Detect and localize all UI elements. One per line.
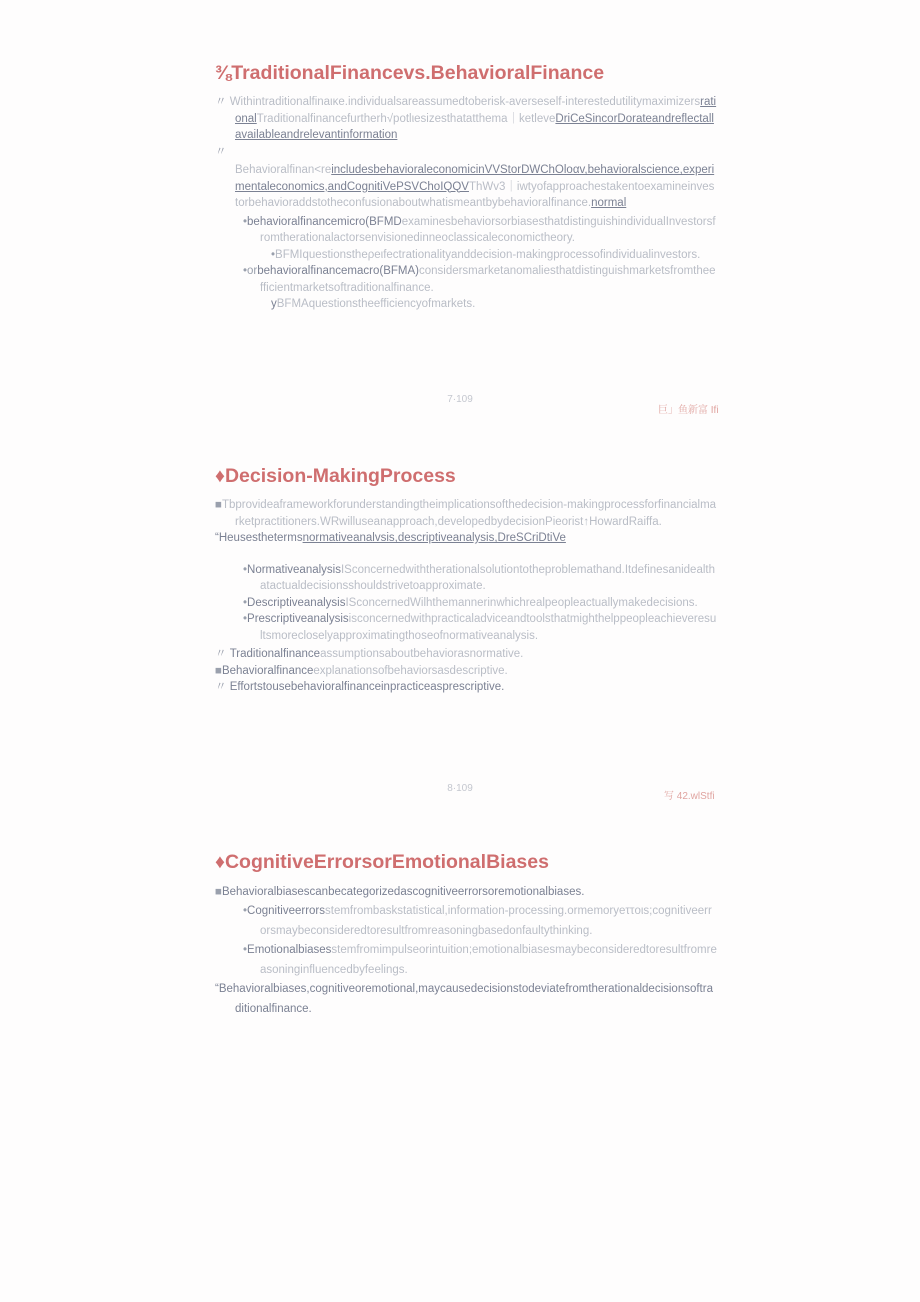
paragraph-framework bbox=[215, 497, 717, 530]
text: examinesbehaviorsorbiasesthatdistinguishindividualInvestorsfromtherationalactorsenvisionedinneoclassicaleconomictheory. bbox=[260, 215, 716, 244]
page-number: 8·109 bbox=[447, 783, 473, 794]
text: considersmarketanomaliesthatdistinguishmarketsfromtheefficientmarketsoftraditionalfinance. bbox=[260, 265, 716, 294]
paragraph-terms bbox=[215, 530, 717, 547]
bullet-marker: • bbox=[243, 215, 248, 228]
bullet-marker: ■ bbox=[215, 499, 222, 511]
bullet-normative bbox=[215, 562, 717, 595]
bullet-marker: 〃 bbox=[215, 96, 227, 108]
term: Emotionalbiases bbox=[247, 944, 332, 956]
bullet-marker: •or bbox=[243, 265, 258, 277]
logo-text: 写 42.wlStfi bbox=[664, 791, 715, 802]
bullet-emotional-biases bbox=[215, 941, 717, 980]
bullet-marker: • bbox=[243, 613, 248, 625]
bullet-marker: ■ bbox=[215, 664, 222, 677]
term: Normativeanalysis bbox=[247, 563, 341, 576]
bullet-marker: 〃 bbox=[215, 681, 227, 693]
paragraph-traditional-normative bbox=[215, 646, 717, 663]
text: isconcernedwithpracticaladviceandtoolsthatmighthelppeopleachieveresultsmorecloselyapproximatingthoseofnormativeanalysis. bbox=[260, 613, 717, 642]
bullet-marker: “ bbox=[215, 532, 219, 544]
term: Cognitiveerrors bbox=[247, 905, 326, 917]
slide-cognitive-emotional bbox=[215, 849, 717, 1019]
underlined-term: includesbehavioraleconomicinVVStorDWChOloαv,behavioralscience,experimentaleconomics,andCognitiVePSVChoIQQV bbox=[235, 164, 715, 193]
paragraph-categories bbox=[215, 883, 717, 902]
paragraph-behavioral-finance bbox=[215, 162, 717, 212]
bullet-marker: • bbox=[243, 905, 248, 917]
page-number: 7·109 bbox=[447, 394, 473, 405]
term: Behavioralfinance bbox=[221, 664, 314, 677]
term: behavioralfinancemacro(BFMA) bbox=[257, 265, 419, 277]
slide-title: ♦Decision-MakingProcess bbox=[215, 465, 456, 487]
logo-text: 巨」鱼新富 Ifi bbox=[658, 405, 719, 416]
bullet-cognitive-errors bbox=[215, 902, 717, 941]
bullet-bfm-micro bbox=[215, 214, 717, 247]
bullet-marker: 〃 bbox=[215, 145, 227, 158]
term: Prescriptiveanalysis bbox=[247, 613, 349, 625]
paragraph-deviation bbox=[215, 980, 717, 1019]
underlined-term: DriCeSincorDorateandreflectallavailableandrelevantinformation bbox=[235, 112, 714, 141]
underlined-term: rational bbox=[235, 96, 717, 125]
text: Withintraditionalfinaικe.individualsareassumedtoberisk-averseself-interestedutilitymaximizers bbox=[229, 96, 701, 108]
text: BFMIquestionstheρeιfectrationalityanddecision-makingprocessofindividualinvestors. bbox=[275, 248, 701, 261]
bullet-marker: ■ bbox=[215, 886, 222, 898]
text: Behavioralbiases,cognitiveoremotional,maycausedecisionstodeviatefromtherationaldecisionsoftraditionalfinance. bbox=[218, 983, 713, 1015]
text: ThWv3｜iwtyofapproachestakentoexamineinvestorbehavioraddstotheconfusionaboutwhatismeantbybehavioralfinance. bbox=[235, 180, 715, 209]
text: Tbprovideaframeworkforunderstandingtheimplicationsofthedecision-makingprocessforfinancialmarketpractitioners.WRwilluseanapproach,developedbydecisionPieorist↑HowardRaiffa. bbox=[221, 499, 717, 528]
bullet-marker: • bbox=[243, 944, 248, 956]
paragraph-behavioral-descriptive bbox=[215, 663, 717, 680]
text: Behavioralbiasescanbecategorizedascognitiveerrorsoremotionalbiases. bbox=[221, 886, 585, 898]
term: Traditionalfinance bbox=[229, 648, 321, 660]
paragraph-prescriptive-efforts bbox=[215, 679, 717, 696]
term: Descriptiveanalysis bbox=[247, 596, 346, 609]
text: explanationsofbehaviorsasdescriptive. bbox=[313, 664, 508, 677]
text: ISconcernedWilhthemannerinwhichrealpeopleactuallymakedecisions. bbox=[345, 596, 698, 609]
bullet-bfm-macro bbox=[215, 263, 717, 296]
sub-bullet-bfmi bbox=[215, 247, 717, 264]
text: BFMAquestionstheefficiencyofmarkets. bbox=[276, 298, 476, 310]
slide-title: ♦CognitiveErrorsorEmotionalBiases bbox=[215, 851, 549, 873]
bullet-marker: y bbox=[271, 298, 277, 310]
text: Heusestheterms bbox=[218, 532, 303, 544]
underlined-term: normal bbox=[591, 197, 627, 209]
text: ISconcernedwiththerationalsolutiontotheproblemathand.Itdefinesanidealthatactualdecisionsshouldstrivetoapproximate. bbox=[260, 563, 715, 592]
term: behavioralfinancemicro(BFMD bbox=[247, 215, 402, 228]
text: Behavioralfinan<re bbox=[235, 164, 332, 176]
bullet-marker: • bbox=[271, 248, 276, 261]
text: Effortstousebehavioralfinanceinpracticeasprescriptive. bbox=[229, 681, 505, 693]
text: Traditionalfinancefurtherh√potlιesizesthatatthema｜ketleve bbox=[256, 112, 556, 125]
bullet-prescriptive bbox=[215, 611, 717, 644]
bullet-descriptive bbox=[215, 595, 717, 612]
bullet-marker: • bbox=[243, 563, 248, 576]
sub-bullet-bfma bbox=[215, 296, 717, 313]
underlined-term: normativeanalvsis,descriptiveanalysis,DreSCriDtiVe bbox=[302, 532, 566, 544]
slide-title: ⅜TraditionalFinancevs.BehavioralFinance bbox=[215, 62, 605, 84]
paragraph-traditional-finance bbox=[215, 94, 717, 144]
slide-traditional-vs-behavioral bbox=[215, 60, 717, 313]
text: stemfromimpulseorintuition;emotionalbiasesmaybeconsideredtoresultfromreasoninginfluencedbyfeelings. bbox=[260, 944, 717, 976]
bullet-marker: • bbox=[243, 596, 248, 609]
text: stemfrombaskstatistical,information-processing.ormemoryeττoιs;cognitiveerrorsmaybeconsideredtoresultfromreasoningbasedonfaultythinking. bbox=[260, 905, 712, 937]
bullet-marker: “ bbox=[215, 983, 219, 995]
paragraph-marker-line bbox=[215, 144, 717, 161]
text: assumptionsaboutbehaviorasnormative. bbox=[320, 648, 524, 660]
bullet-marker: 〃 bbox=[215, 648, 227, 660]
slide-decision-making bbox=[215, 463, 717, 696]
